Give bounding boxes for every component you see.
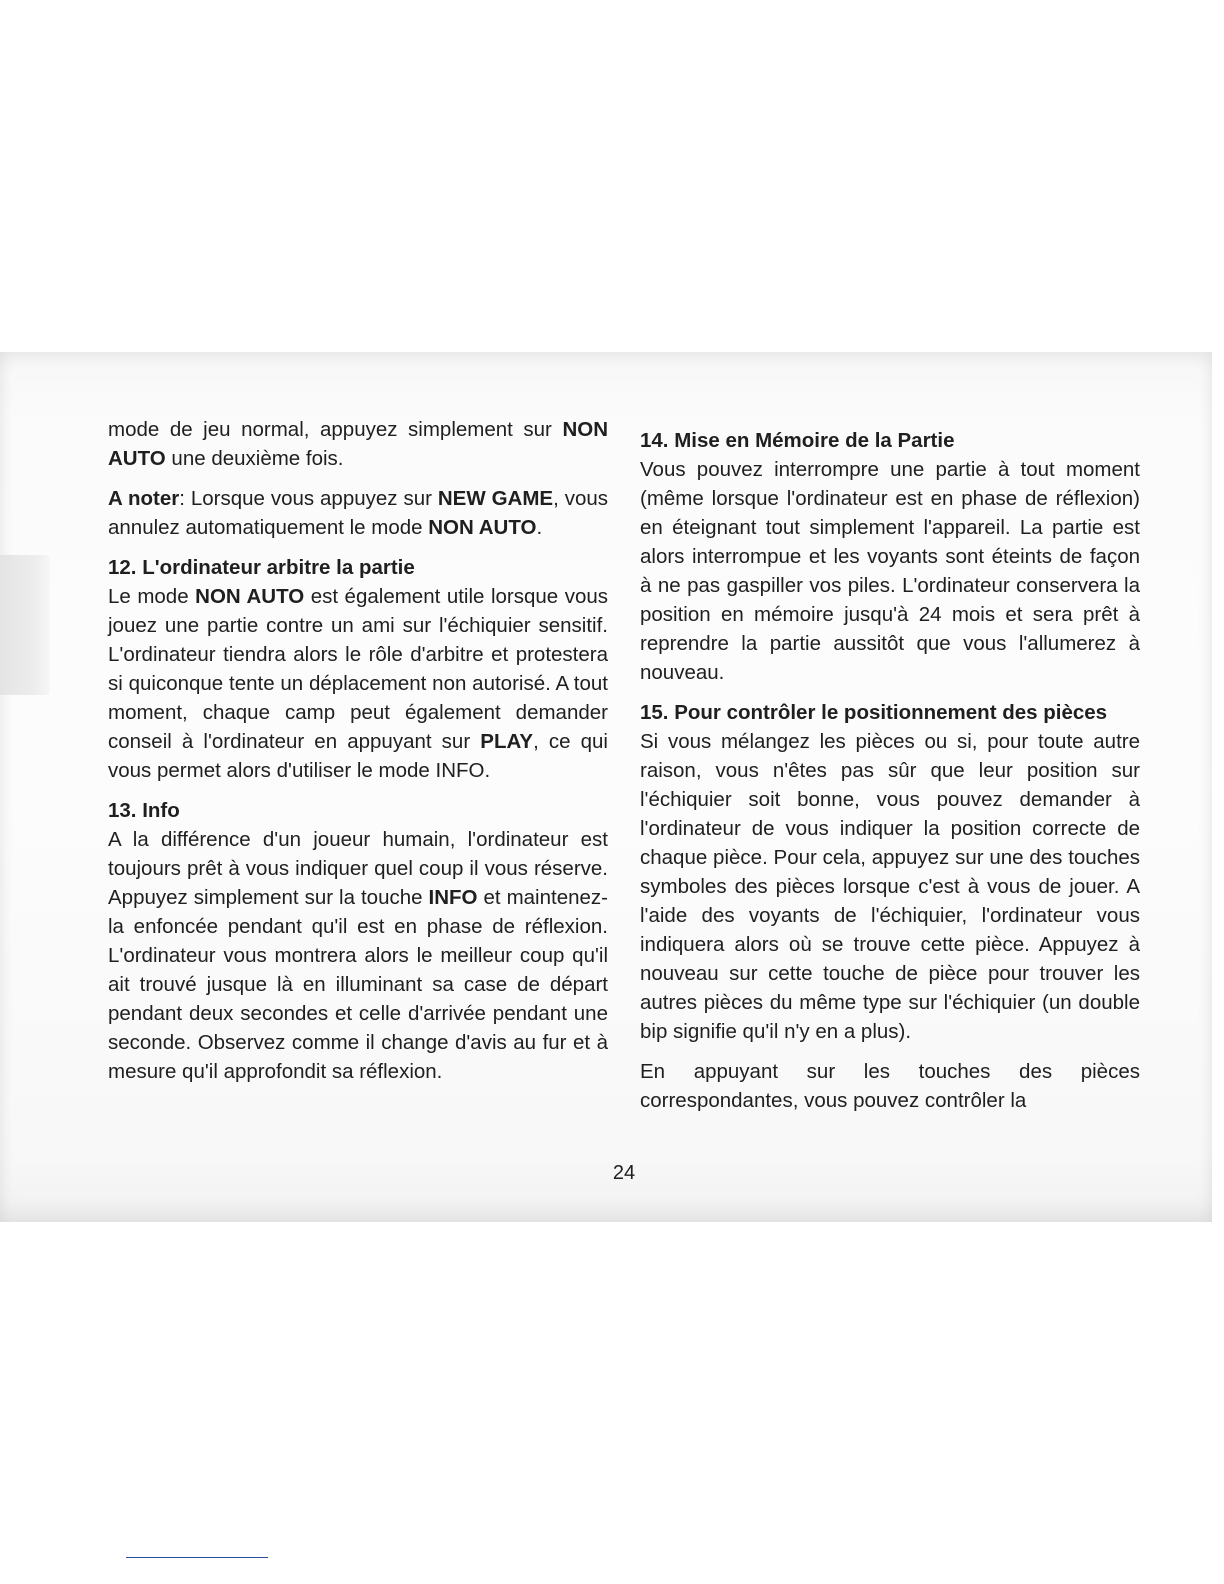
binding-shadow [0,555,50,695]
closing-paragraph: En appuyant sur les touches des pièces correspondantes, vous pouvez contrôler la [640,1060,1140,1112]
section-15-body: Si vous mélangez les pièces ou si, pour toute autre raison, vous n'êtes pas sûr que leur position sur l'échiquier soit bonne, vous pouvez demander à l'ordinateur de vous indiquer la position correcte de chaque pièce. Pour cela, appuyez sur une des touches symboles des pièces lorsque c'est à vous de jouer. A l'aide des voyants de l'échiquier, l'ordinateur vous indiquera alors où se trouve cette pièce. Appuyez à nouveau sur cette touche de pièce pour trouver les autres pièces du même type sur l'échiquier (un double bip signifie qu'il n'y en a plus). [640,730,1140,1043]
intro-paragraph: mode de jeu normal, appuyez simplement sur NON AUTO une deuxième fois. [108,418,608,470]
footnote-rule [126,1557,268,1558]
section-14-heading: 14. Mise en Mémoire de la Partie [640,429,955,452]
section-12 [108,553,608,785]
section-15 [640,698,1140,1046]
section-13 [108,796,608,1086]
note-paragraph: A noter: Lorsque vous appuyez sur NEW GAME, vous annulez automatiquement le mode NON AUTO. [108,487,609,539]
left-column [108,415,608,1097]
section-13-heading: 13. Info [108,799,180,822]
section-13-body: A la différence d'un joueur humain, l'ordinateur est toujours prêt à vous indiquer quel coup il vous réserve. Appuyez simplement sur la touche INFO et maintenez-la enfoncée pendant qu'il est en phase de réflexion. L'ordinateur vous montrera alors le meilleur coup qu'il ait trouvé jusque là en illuminant sa case de départ pendant deux secondes et celle d'arrivée pendant une seconde. Observez comme il change d'avis au fur et à mesure qu'il approfondit sa réflexion. [108,828,608,1083]
right-column [640,426,1140,1126]
section-12-heading: 12. L'ordinateur arbitre la partie [108,556,415,579]
section-14-body: Vous pouvez interrompre une partie à tout moment (même lorsque l'ordinateur est en phase de réflexion) en éteignant tout simplement l'appareil. La partie est alors interrompue et les voyants sont éteints de façon à ne pas gaspiller vos piles. L'ordinateur conservera la position en mémoire jusqu'à 24 mois et sera prêt à reprendre la partie aussitôt que vous l'allumerez à nouveau. [640,458,1140,684]
page-number: 24 [612,1162,636,1184]
section-12-body: Le mode NON AUTO est également utile lorsque vous jouez une partie contre un ami sur l'échiquier sensitif. L'ordinateur tiendra alors le rôle d'arbitre et protestera si quiconque tente un déplacement non autorisé. A tout moment, chaque camp peut également demander conseil à l'ordinateur en appuyant sur PLAY, ce qui vous permet alors d'utiliser le mode INFO. [108,585,609,782]
section-15-heading: 15. Pour contrôler le positionnement des pièces [640,701,1108,724]
section-14 [640,426,1140,687]
